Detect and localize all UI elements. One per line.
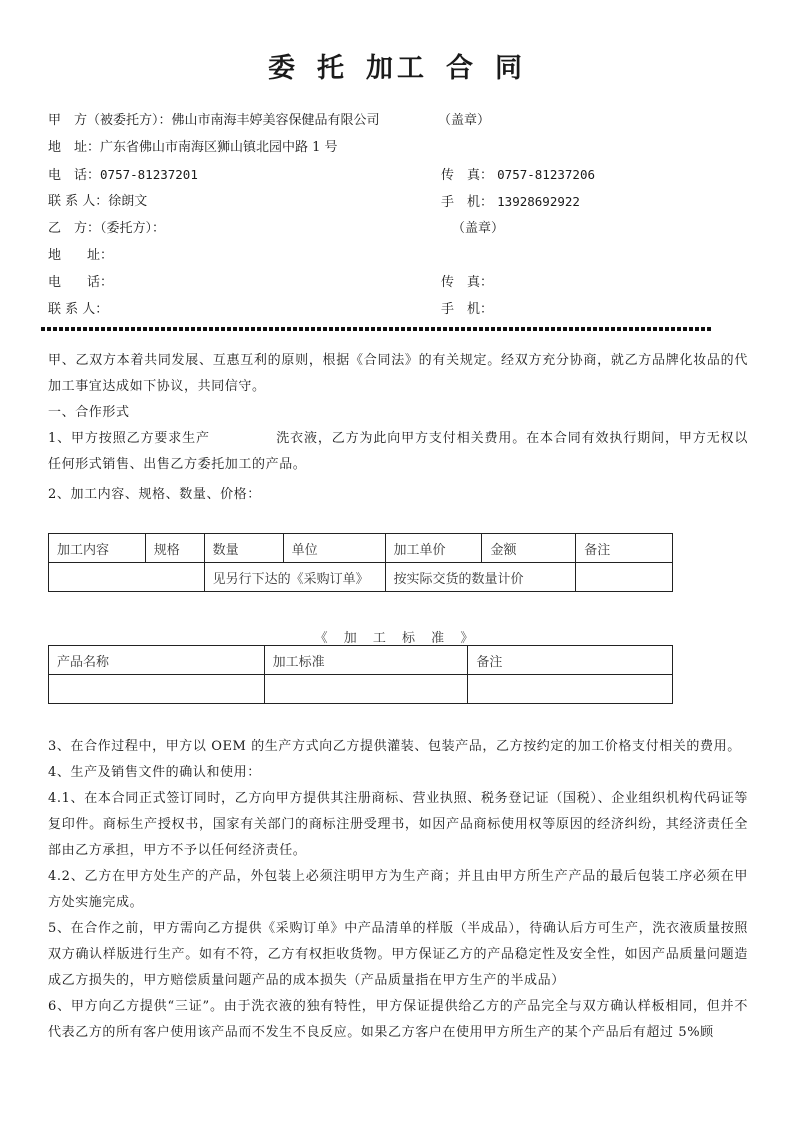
section1-title: 一、合作形式 [48, 405, 130, 420]
document-title [0, 46, 794, 85]
party-a-address-label: 地 址： [48, 140, 101, 155]
party-b-label: 乙 方：（委托方）： [48, 221, 166, 236]
clause-2: 2、加工内容、规格、数量、价格： [48, 487, 261, 502]
party-a-mobile: 13928692922 [497, 194, 580, 209]
clause-3: 3、在合作过程中，甲方以 OEM 的生产方式向乙方提供灌装、包装产品，乙方按约定的加工价格支付相关的费用。 [48, 739, 741, 754]
party-a-name: 佛山市南海丰婷美容保健品有限公司 [171, 113, 380, 128]
party-b-mobile-label: 手 机： [441, 302, 494, 317]
party-a-name-line [48, 113, 380, 129]
title-char: 加工 [366, 53, 428, 84]
party-a-phone-line [48, 167, 198, 184]
party-a-phone: 0757-81237201 [100, 167, 198, 182]
clause-5: 5、在合作之前，甲方需向乙方提供《采购订单》中产品清单的样版（半成品），待确认后方可生产，洗衣液质量按照双方确认样版进行生产。如有不符，乙方有权拒收货物。甲方保证乙方的产品稳定性及安全性，如因产品质量问题造成乙方损失的，甲方赔偿质量问题产品的成本损失（产品质量指在甲方生产的半成品） [48, 921, 748, 988]
price-note-cell: 按实际交货的数量计价 [385, 563, 576, 592]
party-b-seal: （盖章） [452, 221, 505, 236]
party-b-address-label: 地 址： [48, 248, 114, 263]
header-cell: 规格 [145, 534, 204, 563]
table-cell [264, 675, 468, 704]
party-a-contact: 徐朗文 [108, 194, 148, 209]
party-a-fax-line [441, 167, 595, 184]
clause-1-prefix: 1、甲方按照乙方要求生产 [48, 431, 210, 446]
table-cell [576, 563, 673, 592]
table-header-row [49, 646, 673, 675]
table-cell [49, 563, 205, 592]
title-char: 同 [495, 53, 526, 84]
party-b-phone-label: 电 话： [48, 275, 114, 290]
clause-4: 4、生产及销售文件的确认和使用： [48, 765, 261, 780]
party-a-contact-line [48, 194, 147, 210]
party-a-label: 甲 方（被委托方）： [48, 113, 172, 128]
party-b-contact-label: 联 系 人： [48, 302, 109, 317]
standard-table [48, 645, 673, 704]
header-cell: 产品名称 [49, 646, 265, 675]
party-a-fax-label: 传 真： [441, 168, 494, 183]
party-b-fax-label: 传 真： [441, 275, 494, 290]
table-row [49, 563, 673, 592]
header-cell: 加工单价 [385, 534, 482, 563]
party-a-mobile-line [441, 194, 580, 211]
header-cell: 加工标准 [264, 646, 468, 675]
table-header-row [49, 534, 673, 563]
title-char: 委 [268, 53, 299, 84]
clause-4-1: 4.1、在本合同正式签订同时，乙方向甲方提供其注册商标、营业执照、税务登记证（国税）、企业组织机构代码证等复印件。商标生产授权书，国家有关部门的商标注册受理书，如因产品商标使用权等原因的经济纠纷，其经济责任全部由乙方承担，甲方不予以任何经济责任。 [48, 791, 748, 858]
dotted-divider [41, 327, 711, 331]
clause-1-rest: 洗衣液，乙方为此向甲方支付相关费用。在本合同有效执行期间，甲方无权以任何形式销售、出售乙方委托加工的产品。 [48, 431, 748, 472]
clause-4-2: 4.2、乙方在甲方处生产的产品，外包装上必须注明甲方为生产商；并且由甲方所生产产品的最后包装工序必须在甲方处实施完成。 [48, 869, 748, 910]
header-cell: 加工内容 [49, 534, 146, 563]
header-cell: 备注 [468, 646, 673, 675]
intro-paragraph: 甲、乙双方本着共同发展、互惠互利的原则，根据《合同法》的有关规定。经双方充分协商，就乙方品牌化妆品的代加工事宜达成如下协议，共同信守。 [48, 353, 748, 394]
table-cell [468, 675, 673, 704]
party-a-contact-label: 联 系 人： [48, 194, 109, 209]
title-char: 托 [317, 53, 348, 84]
header-cell: 金额 [482, 534, 576, 563]
header-cell: 单位 [283, 534, 385, 563]
clause-6: 6、甲方向乙方提供“三证”。由于洗衣液的独有特性，甲方保证提供给乙方的产品完全与双方确认样板相同，但并不代表乙方的所有客户使用该产品而不发生不良反应。如果乙方客户在使用甲方所生产的某个产品后有超过 5%顾 [48, 999, 748, 1040]
standard-table-caption: 《 加 工 标 准 》 [314, 631, 480, 646]
processing-table [48, 533, 673, 592]
table-row [49, 675, 673, 704]
party-a-seal: （盖章） [438, 113, 491, 128]
quantity-note-cell: 见另行下达的《采购订单》 [204, 563, 385, 592]
header-cell: 数量 [204, 534, 283, 563]
party-a-fax: 0757-81237206 [497, 167, 595, 182]
party-a-address: 广东省佛山市南海区狮山镇北园中路 1 号 [100, 140, 338, 155]
title-char: 合 [446, 53, 477, 84]
clause-1 [48, 426, 748, 478]
table-cell [49, 675, 265, 704]
party-a-mobile-label: 手 机： [441, 195, 494, 210]
party-a-address-line [48, 140, 338, 156]
party-a-phone-label: 电 话： [48, 168, 101, 183]
header-cell: 备注 [576, 534, 673, 563]
